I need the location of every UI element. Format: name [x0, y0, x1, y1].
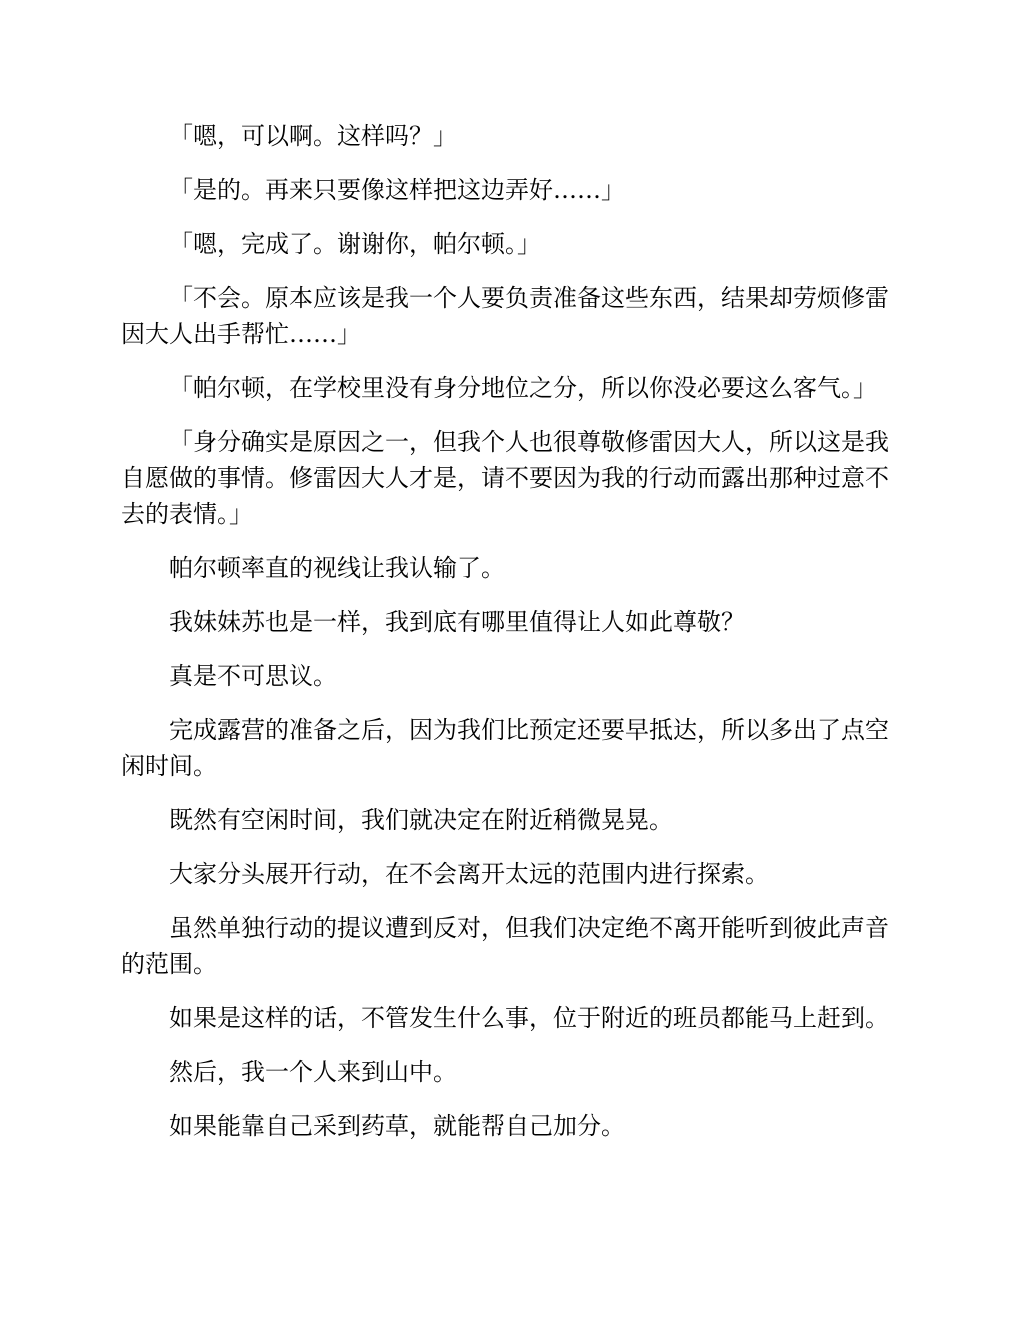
paragraph: 完成露营的准备之后，因为我们比预定还要早抵达，所以多出了点空闲时间。	[121, 716, 889, 780]
paragraph: 「身分确实是原因之一，但我个人也很尊敬修雷因大人，所以这是我自愿做的事情。修雷因大人才是，请不要因为我的行动而露出那种过意不去的表情。」	[121, 428, 889, 528]
paragraph: 如果是这样的话，不管发生什么事，位于附近的班员都能马上赶到。	[169, 1004, 889, 1032]
paragraph: 然后，我一个人来到山中。	[169, 1058, 457, 1086]
paragraph: 大家分头展开行动，在不会离开太远的范围内进行探索。	[169, 860, 769, 888]
paragraph: 既然有空闲时间，我们就决定在附近稍微晃晃。	[169, 806, 673, 834]
paragraph: 「不会。原本应该是我一个人要负责准备这些东西，结果却劳烦修雷因大人出手帮忙……」	[121, 284, 889, 348]
paragraph: 我妹妹苏也是一样，我到底有哪里值得让人如此尊敬？	[169, 608, 745, 636]
paragraph: 虽然单独行动的提议遭到反对，但我们决定绝不离开能听到彼此声音的范围。	[121, 914, 889, 978]
paragraph: 「帕尔顿，在学校里没有身分地位之分，所以你没必要这么客气。」	[169, 374, 877, 402]
text-body	[121, 118, 901, 1162]
paragraph: 如果能靠自己采到药草，就能帮自己加分。	[169, 1112, 625, 1140]
paragraph: 帕尔顿率直的视线让我认输了。	[169, 554, 505, 582]
paragraph: 「嗯，完成了。谢谢你，帕尔顿。」	[169, 230, 541, 258]
paragraph: 「嗯，可以啊。这样吗？」	[169, 122, 457, 150]
paragraph: 真是不可思议。	[169, 662, 337, 690]
paragraph: 「是的。再来只要像这样把这边弄好……」	[169, 176, 625, 204]
